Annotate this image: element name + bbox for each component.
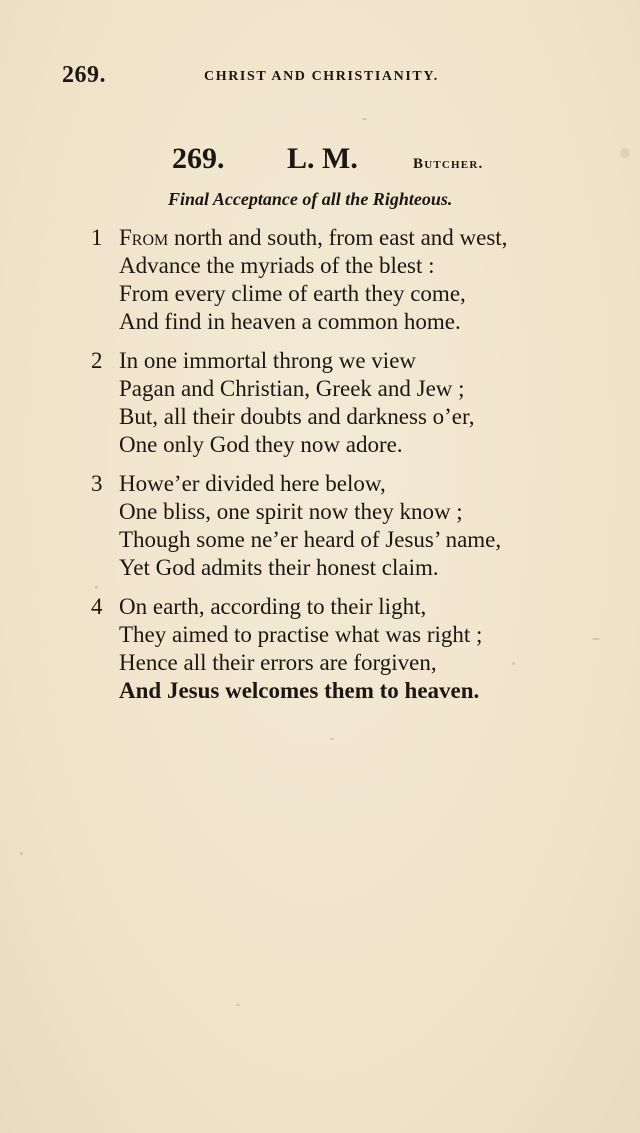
stanza-number: 2 <box>91 348 103 373</box>
running-head <box>0 62 640 92</box>
hymn-tune: Butcher. <box>413 156 484 172</box>
verse-line: From every clime of earth they come, <box>119 281 466 306</box>
verse-line: Hence all their errors are forgiven, <box>119 650 437 675</box>
hymn-number: 269. <box>172 142 225 175</box>
paper-speck <box>592 638 600 640</box>
page-number: 269. <box>62 62 106 88</box>
verse-line: Yet God admits their honest claim. <box>119 555 439 580</box>
verse-line: They aimed to practise what was right ; <box>119 622 483 647</box>
stanza-number: 3 <box>91 471 103 496</box>
hymn-meter: L. M. <box>287 142 358 175</box>
hymn-header <box>0 142 640 182</box>
verse-line: And find in heaven a common home. <box>119 309 461 334</box>
paper-speck <box>95 586 98 589</box>
verse-line: One bliss, one spirit now they know ; <box>119 499 463 524</box>
verse-line: On earth, according to their light, <box>119 594 427 619</box>
hymn-subtitle: Final Acceptance of all the Righteous. <box>168 189 453 209</box>
verse-line: Pagan and Christian, Greek and Jew ; <box>119 376 465 401</box>
verse-line <box>119 224 507 252</box>
verse-line: But, all their doubts and darkness o’er, <box>119 404 475 429</box>
verse-line: Howe’er divided here below, <box>119 471 386 496</box>
stanza-number: 4 <box>91 594 103 619</box>
paper-speck <box>330 738 334 740</box>
paper-speck <box>512 662 515 665</box>
running-title: CHRIST AND CHRISTIANITY. <box>204 69 439 84</box>
verse-line: One only God they now adore. <box>119 432 403 457</box>
verse-line: And Jesus welcomes them to heaven. <box>119 678 480 703</box>
paper-speck <box>620 148 630 158</box>
verse-line-lead: From <box>119 225 169 250</box>
paper-speck <box>20 852 23 855</box>
verse-line: In one immortal throng we view <box>119 348 417 373</box>
paper-speck <box>236 1004 240 1006</box>
paper-speck <box>362 118 367 120</box>
stanza-number: 1 <box>91 225 103 250</box>
verse-line: Advance the myriads of the blest : <box>119 253 435 278</box>
verse-line: Though some ne’er heard of Jesus’ name, <box>119 527 502 552</box>
verse-line-rest: north and south, from east and west, <box>168 225 508 250</box>
